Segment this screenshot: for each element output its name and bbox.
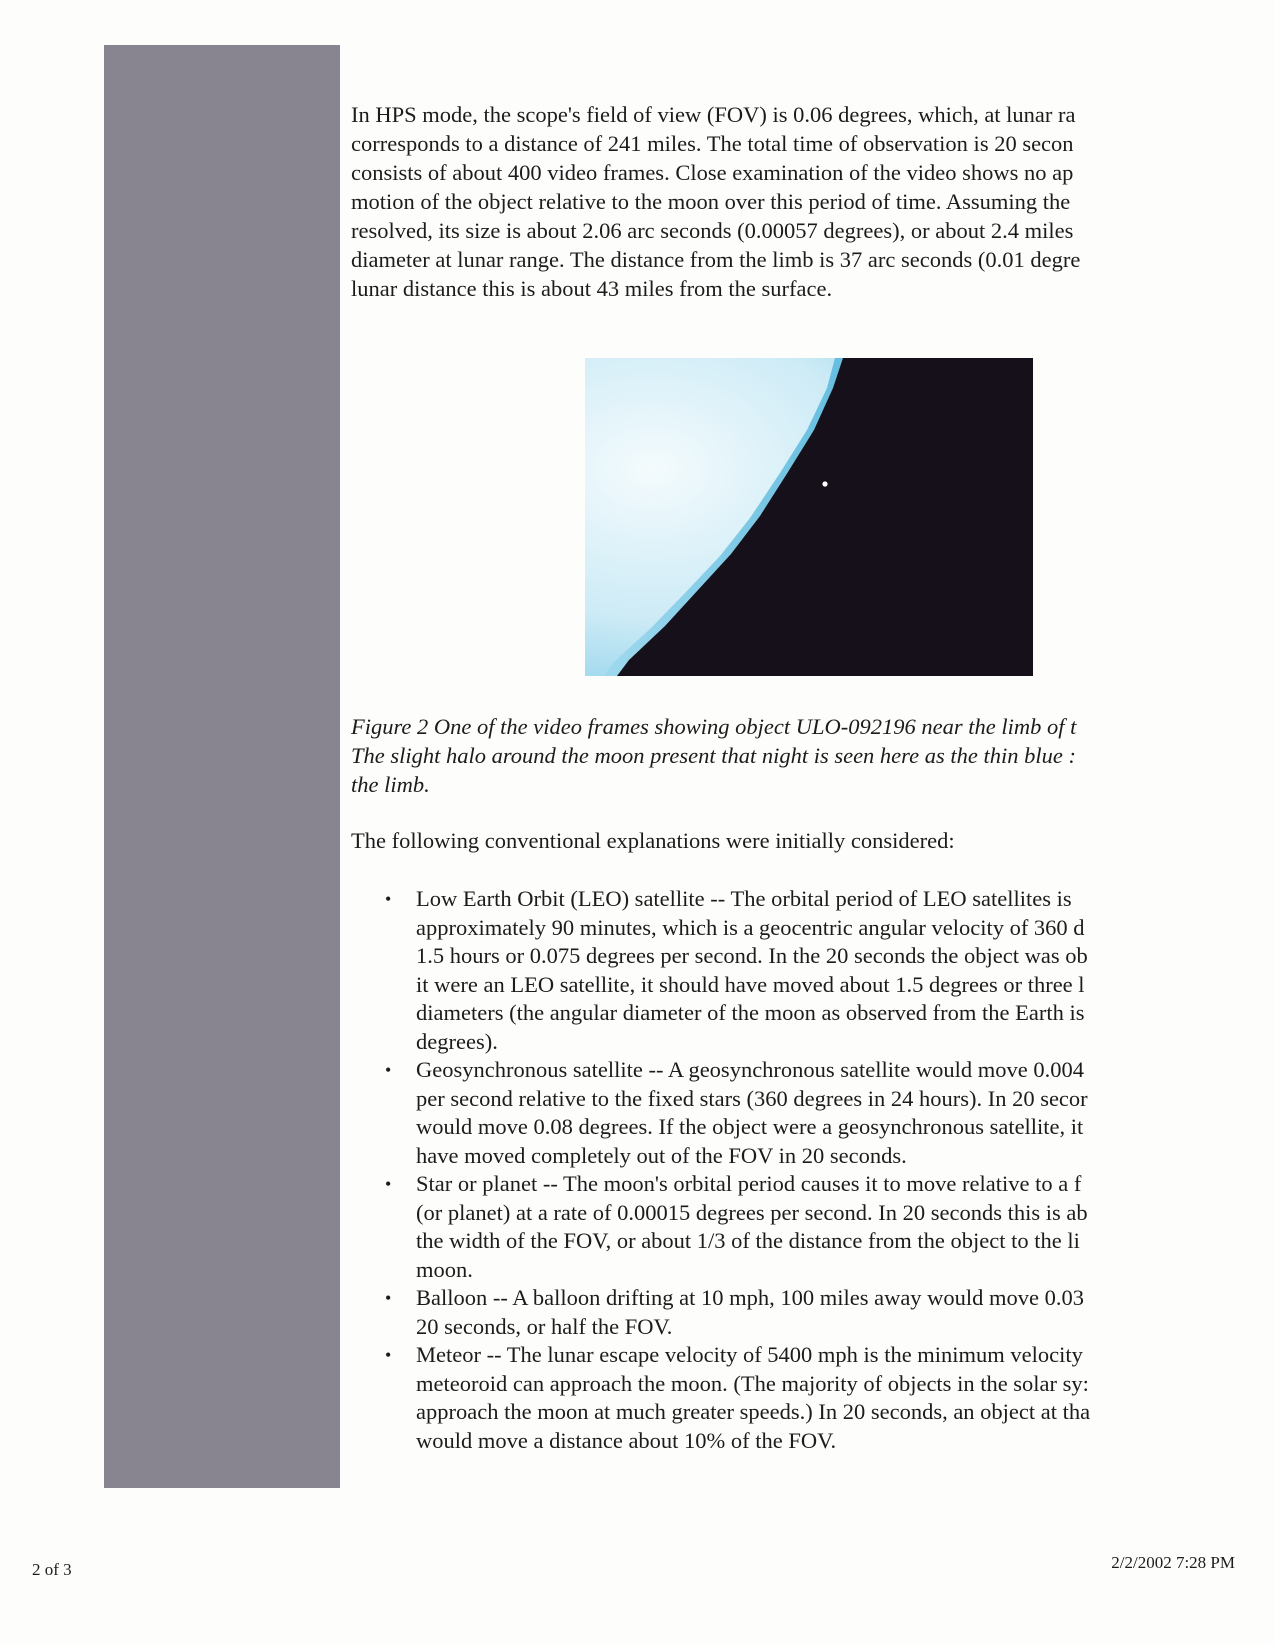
paragraph-line: motion of the object relative to the moon over this period of time. Assuming the bbox=[351, 189, 1071, 214]
list-item-line: have moved completely out of the FOV in 20 seconds. bbox=[416, 1142, 907, 1168]
list-item bbox=[385, 1170, 1151, 1284]
video-frame-image bbox=[585, 358, 1033, 676]
list-item-line: moon. bbox=[416, 1256, 473, 1282]
bullet-icon: • bbox=[385, 1174, 392, 1194]
list-item bbox=[385, 1056, 1151, 1170]
list-item-line: Balloon -- A balloon drifting at 10 mph, 100 miles away would move 0.03 bbox=[416, 1285, 1085, 1310]
bullet-icon: • bbox=[385, 1060, 392, 1080]
list-item-line: approach the moon at much greater speeds.) In 20 seconds, an object at tha bbox=[416, 1399, 1091, 1424]
explanations-list bbox=[385, 885, 1151, 1455]
sidebar-gray-band bbox=[104, 45, 340, 1488]
bullet-icon: • bbox=[385, 889, 392, 909]
list-item-line: approximately 90 minutes, which is a geocentric angular velocity of 360 d bbox=[416, 914, 1085, 940]
object-ulo-092196 bbox=[822, 481, 827, 486]
list-item bbox=[385, 885, 1151, 1056]
bullet-icon: • bbox=[385, 1288, 392, 1308]
list-item-line: would move 0.08 degrees. If the object were a geosynchronous satellite, it bbox=[416, 1114, 1084, 1139]
page-number: 2 of 3 bbox=[32, 1560, 72, 1579]
figure-2-video-frame bbox=[585, 358, 1033, 676]
caption-line: the limb. bbox=[351, 772, 430, 797]
list-item-line: it were an LEO satellite, it should have moved about 1.5 degrees or three l bbox=[416, 971, 1085, 997]
list-item-line: degrees). bbox=[416, 1028, 498, 1054]
paragraph-line: consists of about 400 video frames. Close examination of the video shows no ap bbox=[351, 160, 1074, 185]
list-item-line: 1.5 hours or 0.075 degrees per second. In the 20 seconds the object was ob bbox=[416, 943, 1088, 968]
caption-line: Figure 2 One of the video frames showing object ULO-092196 near the limb of t bbox=[351, 714, 1077, 739]
list-item-line: 20 seconds, or half the FOV. bbox=[416, 1313, 673, 1339]
paragraph-line: resolved, its size is about 2.06 arc seconds (0.00057 degrees), or about 2.4 miles bbox=[351, 218, 1074, 243]
caption-line: The slight halo around the moon present that night is seen here as the thin blue : bbox=[351, 743, 1076, 768]
list-item-line: Star or planet -- The moon's orbital period causes it to move relative to a f bbox=[416, 1171, 1082, 1196]
list-item-line: Meteor -- The lunar escape velocity of 5400 mph is the minimum velocity bbox=[416, 1342, 1083, 1367]
bullet-icon: • bbox=[385, 1345, 392, 1365]
figure-caption bbox=[351, 712, 1151, 799]
list-item-line: (or planet) at a rate of 0.00015 degrees per second. In 20 seconds this is ab bbox=[416, 1199, 1088, 1225]
paragraph-line: corresponds to a distance of 241 miles. The total time of observation is 20 secon bbox=[351, 131, 1074, 156]
paragraph-line: diameter at lunar range. The distance from the limb is 37 arc seconds (0.01 degre bbox=[351, 247, 1081, 272]
list-item-line: the width of the FOV, or about 1/3 of the distance from the object to the li bbox=[416, 1228, 1080, 1253]
list-item-line: would move a distance about 10% of the FOV. bbox=[416, 1427, 837, 1453]
list-item-line: per second relative to the fixed stars (360 degrees in 24 hours). In 20 secor bbox=[416, 1085, 1088, 1111]
list-item-line: meteoroid can approach the moon. (The majority of objects in the solar sy: bbox=[416, 1370, 1089, 1396]
body-paragraph-1 bbox=[351, 100, 1151, 303]
list-item bbox=[385, 1284, 1151, 1341]
print-datetime: 2/2/2002 7:28 PM bbox=[1111, 1553, 1235, 1572]
paragraph-line: lunar distance this is about 43 miles from the surface. bbox=[351, 276, 833, 301]
list-item-line: Geosynchronous satellite -- A geosynchronous satellite would move 0.004 bbox=[416, 1057, 1085, 1082]
explanations-intro: The following conventional explanations were initially considered: bbox=[351, 828, 955, 853]
list-item bbox=[385, 1341, 1151, 1455]
paragraph-line: In HPS mode, the scope's field of view (FOV) is 0.06 degrees, which, at lunar ra bbox=[351, 102, 1076, 127]
paragraph-text bbox=[351, 100, 1151, 303]
list-item-line: Low Earth Orbit (LEO) satellite -- The orbital period of LEO satellites is bbox=[416, 886, 1072, 911]
list-item-line: diameters (the angular diameter of the moon as observed from the Earth is bbox=[416, 1000, 1085, 1025]
